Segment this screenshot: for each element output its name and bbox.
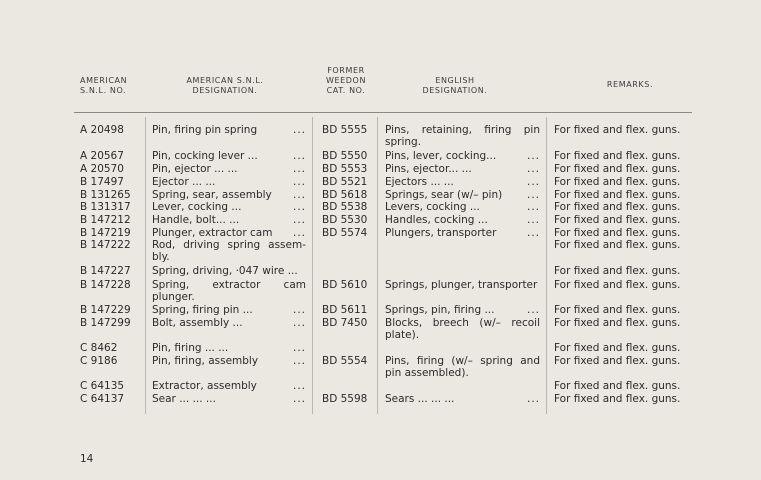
cell-text: For fixed and flex. guns. (554, 393, 681, 405)
cell-text: Plungers, transporter (385, 227, 497, 239)
cell-text: BD 5530 (322, 214, 368, 226)
column-separator (312, 117, 313, 414)
header-american-snl-no: AMERICAN S.N.L. NO. (80, 76, 128, 95)
cell-text: B 147228 (80, 279, 131, 291)
cell-text: C 9186 (80, 355, 118, 367)
cell-weedon (322, 163, 376, 175)
cell-weedon (322, 317, 376, 329)
cell-snl (80, 317, 144, 329)
cell-text: BD 5611 (322, 304, 368, 316)
cell-remarks (554, 227, 694, 239)
cell-text: Sear ... ... ... (152, 393, 216, 405)
cell-text: Sears ... ... ... (385, 393, 455, 405)
cell-remarks (554, 239, 694, 251)
cell-english (385, 393, 540, 405)
cell-text: Spring, extractor cam plunger. (152, 279, 306, 303)
cell-english (385, 163, 540, 175)
cell-designation (152, 150, 306, 162)
leader-dots: ... (526, 189, 540, 201)
cell-text: Pins, lever, cocking... (385, 150, 497, 162)
cell-snl (80, 342, 144, 354)
cell-text: Pins, firing (w/– spring and pin assembled). (385, 355, 540, 379)
cell-text: Pins, retaining, firing pin spring. (385, 124, 540, 148)
cell-snl (80, 201, 144, 213)
cell-designation (152, 201, 306, 213)
cell-text: A 20570 (80, 163, 124, 175)
cell-english (385, 214, 540, 226)
cell-text: Handles, cocking ... (385, 214, 488, 226)
cell-text: B 147299 (80, 317, 131, 329)
cell-snl (80, 124, 144, 136)
cell-english (385, 176, 540, 188)
cell-text: BD 5598 (322, 393, 368, 405)
cell-text: BD 5555 (322, 124, 368, 136)
cell-text: Springs, plunger, transporter (385, 279, 538, 291)
leader-dots: ... (292, 317, 306, 329)
leader-dots: ... (526, 304, 540, 316)
cell-text: For fixed and flex. guns. (554, 342, 681, 354)
cell-text: B 147212 (80, 214, 131, 226)
cell-text: Ejectors ... ... (385, 176, 454, 188)
leader-dots: ... (292, 214, 306, 226)
header-american-snl-designation: AMERICAN S.N.L. DESIGNATION. (186, 76, 264, 95)
cell-text: BD 5550 (322, 150, 368, 162)
cell-text: BD 5610 (322, 279, 368, 291)
cell-remarks (554, 317, 694, 329)
cell-text: Springs, pin, firing ... (385, 304, 495, 316)
cell-designation (152, 342, 306, 354)
cell-text: A 20498 (80, 124, 124, 136)
cell-text: Levers, cocking ... (385, 201, 480, 213)
cell-designation (152, 279, 306, 303)
cell-weedon (322, 124, 376, 136)
cell-english (385, 279, 540, 291)
cell-english (385, 124, 540, 148)
cell-text: Rod, driving spring assem- bly. (152, 239, 306, 263)
cell-text: B 131317 (80, 201, 131, 213)
cell-text: BD 5538 (322, 201, 368, 213)
cell-text: For fixed and flex. guns. (554, 150, 681, 162)
leader-dots: ... (526, 393, 540, 405)
leader-dots: ... (292, 150, 306, 162)
cell-text: BD 5553 (322, 163, 368, 175)
cell-weedon (322, 393, 376, 405)
leader-dots: ... (292, 201, 306, 213)
cell-text: Spring, firing pin ... (152, 304, 253, 316)
cell-text: B 147222 (80, 239, 131, 251)
header-rule (74, 112, 692, 113)
leader-dots: ... (526, 176, 540, 188)
cell-text: For fixed and flex. guns. (554, 304, 681, 316)
cell-remarks (554, 265, 694, 277)
leader-dots: ... (526, 163, 540, 175)
column-separator (377, 117, 378, 414)
cell-text: Blocks, breech (w/– recoil plate). (385, 317, 540, 341)
leader-dots: ... (526, 150, 540, 162)
cell-remarks (554, 201, 694, 213)
cell-weedon (322, 214, 376, 226)
cell-text: BD 5618 (322, 189, 368, 201)
cell-snl (80, 355, 144, 367)
cell-english (385, 201, 540, 213)
cell-text: BD 5521 (322, 176, 368, 188)
cell-english (385, 317, 540, 341)
leader-dots: ... (292, 163, 306, 175)
cell-text: Pins, ejector... ... (385, 163, 472, 175)
cell-remarks (554, 279, 694, 291)
header-english-designation: ENGLISH DESIGNATION. (422, 76, 488, 95)
cell-text: For fixed and flex. guns. (554, 124, 681, 136)
cell-designation (152, 317, 306, 329)
cell-text: Pin, firing, assembly (152, 355, 259, 367)
page-number: 14 (80, 453, 94, 465)
cell-text: Pin, firing ... ... (152, 342, 229, 354)
cell-remarks (554, 189, 694, 201)
cell-snl (80, 279, 144, 291)
cell-designation (152, 227, 306, 239)
cell-text: Extractor, assembly (152, 380, 257, 392)
cell-text: A 20567 (80, 150, 124, 162)
cell-weedon (322, 304, 376, 316)
cell-text: For fixed and flex. guns. (554, 239, 681, 251)
cell-remarks (554, 355, 694, 367)
cell-remarks (554, 214, 694, 226)
cell-designation (152, 189, 306, 201)
cell-remarks (554, 393, 694, 405)
cell-english (385, 150, 540, 162)
cell-text: BD 5574 (322, 227, 368, 239)
cell-text: Ejector ... ... (152, 176, 216, 188)
cell-remarks (554, 304, 694, 316)
cell-snl (80, 189, 144, 201)
leader-dots: ... (526, 214, 540, 226)
cell-weedon (322, 176, 376, 188)
cell-text: For fixed and flex. guns. (554, 317, 681, 329)
cell-designation (152, 239, 306, 263)
cell-snl (80, 304, 144, 316)
cell-designation (152, 265, 306, 277)
cell-remarks (554, 380, 694, 392)
cell-remarks (554, 176, 694, 188)
cell-text: For fixed and flex. guns. (554, 380, 681, 392)
cell-english (385, 189, 540, 201)
cell-snl (80, 393, 144, 405)
leader-dots: ... (292, 227, 306, 239)
cell-weedon (322, 201, 376, 213)
cell-designation (152, 124, 306, 136)
cell-text: Spring, driving, ·047 wire ... (152, 265, 298, 277)
cell-weedon (322, 227, 376, 239)
cell-snl (80, 163, 144, 175)
cell-designation (152, 393, 306, 405)
cell-text: C 64135 (80, 380, 125, 392)
cell-text: For fixed and flex. guns. (554, 176, 681, 188)
cell-remarks (554, 150, 694, 162)
cell-weedon (322, 355, 376, 367)
cell-snl (80, 227, 144, 239)
cell-text: C 8462 (80, 342, 118, 354)
cell-designation (152, 176, 306, 188)
cell-designation (152, 355, 306, 367)
cell-text: For fixed and flex. guns. (554, 265, 681, 277)
cell-text: Pin, firing pin spring (152, 124, 258, 136)
leader-dots: ... (292, 393, 306, 405)
cell-text: For fixed and flex. guns. (554, 201, 681, 213)
leader-dots: ... (292, 189, 306, 201)
leader-dots: ... (292, 342, 306, 354)
column-separator (145, 117, 146, 414)
cell-text: For fixed and flex. guns. (554, 189, 681, 201)
cell-text: For fixed and flex. guns. (554, 163, 681, 175)
header-former-weedon-cat-no: FORMER WEEDON CAT. NO. (325, 66, 367, 95)
leader-dots: ... (526, 201, 540, 213)
leader-dots: ... (292, 176, 306, 188)
cell-text: B 147219 (80, 227, 131, 239)
cell-text: Spring, sear, assembly (152, 189, 272, 201)
cell-remarks (554, 124, 694, 136)
cell-snl (80, 265, 144, 277)
leader-dots: ... (292, 304, 306, 316)
cell-text: BD 7450 (322, 317, 368, 329)
cell-text: Plunger, extractor cam (152, 227, 273, 239)
cell-text: B 147229 (80, 304, 131, 316)
cell-text: B 131265 (80, 189, 131, 201)
cell-text: For fixed and flex. guns. (554, 355, 681, 367)
cell-remarks (554, 163, 694, 175)
cell-snl (80, 380, 144, 392)
leader-dots: ... (292, 124, 306, 136)
cell-text: BD 5554 (322, 355, 368, 367)
cell-text: C 64137 (80, 393, 125, 405)
cell-text: Bolt, assembly ... (152, 317, 243, 329)
cell-weedon (322, 279, 376, 291)
column-separator (546, 117, 547, 414)
cell-snl (80, 150, 144, 162)
cell-remarks (554, 342, 694, 354)
cell-text: Handle, bolt... ... (152, 214, 240, 226)
cell-snl (80, 239, 144, 251)
cell-weedon (322, 150, 376, 162)
cell-english (385, 304, 540, 316)
cell-text: Lever, cocking ... (152, 201, 242, 213)
cell-snl (80, 176, 144, 188)
leader-dots: ... (292, 380, 306, 392)
leader-dots: ... (292, 355, 306, 367)
cell-text: Pin, ejector ... ... (152, 163, 238, 175)
cell-text: For fixed and flex. guns. (554, 214, 681, 226)
cell-text: Pin, cocking lever ... (152, 150, 258, 162)
cell-text: For fixed and flex. guns. (554, 279, 681, 291)
header-remarks: REMARKS. (606, 80, 654, 89)
cell-text: For fixed and flex. guns. (554, 227, 681, 239)
leader-dots: ... (526, 227, 540, 239)
cell-weedon (322, 189, 376, 201)
cell-designation (152, 380, 306, 392)
cell-designation (152, 214, 306, 226)
cell-text: Springs, sear (w/– pin) (385, 189, 503, 201)
cell-snl (80, 214, 144, 226)
cell-designation (152, 304, 306, 316)
cell-english (385, 227, 540, 239)
cell-english (385, 355, 540, 379)
cell-text: B 17497 (80, 176, 124, 188)
cell-text: B 147227 (80, 265, 131, 277)
cell-designation (152, 163, 306, 175)
